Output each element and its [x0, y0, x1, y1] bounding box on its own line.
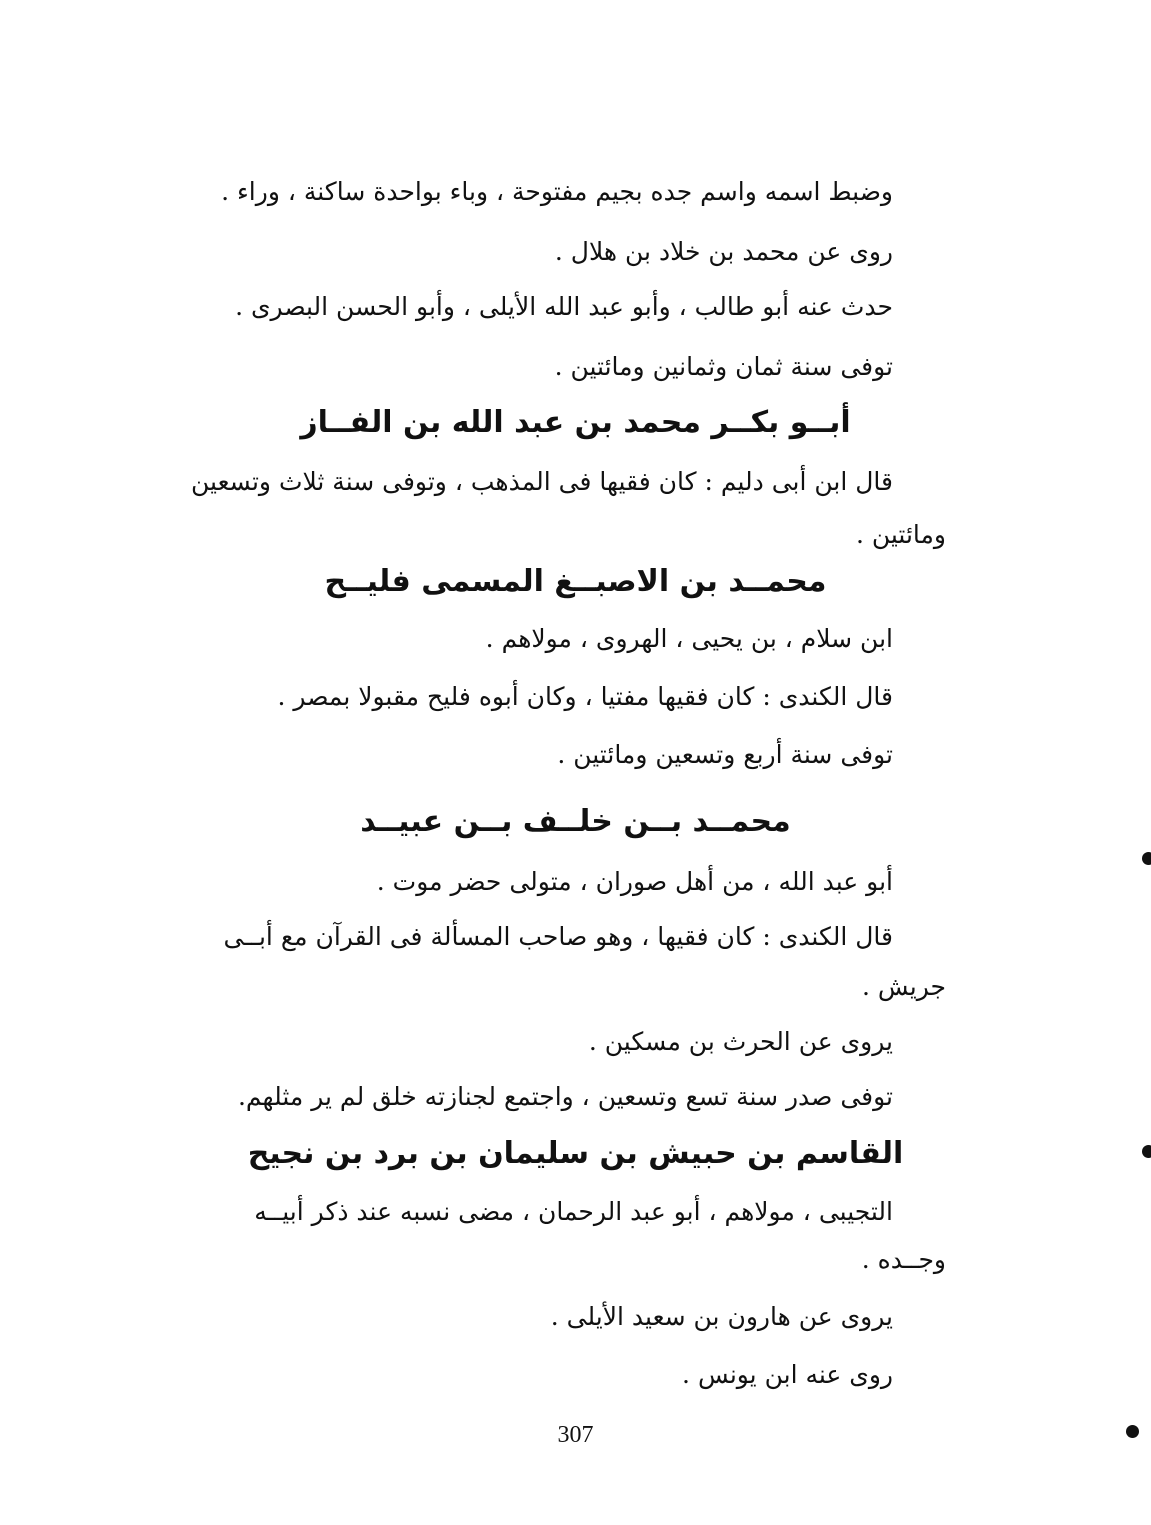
text-line: ابن سلام ، بن يحيى ، الهروى ، مولاهم .: [485, 624, 893, 653]
section-heading: محمــد بن الاصبــغ المسمى فليــح: [324, 564, 827, 599]
text-line: جريش .: [862, 972, 946, 1001]
text-line: توفى صدر سنة تسع وتسعين ، واجتمع لجنازته خلق لم ير مثلهم.: [237, 1082, 893, 1111]
section-heading: أبــو بكــر محمد بن عبد الله بن الفــاز: [300, 405, 851, 440]
section-heading: القاسم بن حبيش بن سليمان بن برد بن نجيح: [247, 1136, 904, 1171]
binder-hole-mark: [1126, 1425, 1139, 1438]
text-line: قال الكندى : كان فقيها ، وهو صاحب المسألة فى القرآن مع أبــى: [223, 922, 893, 951]
binder-hole-mark: [1142, 852, 1151, 865]
text-line: روى عن محمد بن خلاد بن هلال .: [554, 237, 893, 266]
text-line: التجيبى ، مولاهم ، أبو عبد الرحمان ، مضى نسبه عند ذكر أبيــه: [254, 1197, 893, 1226]
text-line: أبو عبد الله ، من أهل صوران ، متولى حضر موت .: [376, 867, 893, 896]
text-line: وضبط اسمه واسم جده بجيم مفتوحة ، وباء بواحدة ساكنة ، وراء .: [221, 177, 893, 206]
text-line: يروى عن هارون بن سعيد الأيلى .: [550, 1302, 893, 1331]
binder-hole-mark: [1142, 1145, 1151, 1158]
page-number: 307: [557, 1422, 594, 1448]
text-line: وجــده .: [861, 1245, 946, 1274]
text-line: حدث عنه أبو طالب ، وأبو عبد الله الأيلى ، وأبو الحسن البصرى .: [235, 292, 893, 321]
text-line: يروى عن الحرث بن مسكين .: [588, 1027, 893, 1056]
text-line: ومائتين .: [855, 520, 946, 549]
text-line: توفى سنة ثمان وثمانين ومائتين .: [554, 352, 893, 381]
text-line: روى عنه ابن يونس .: [682, 1360, 893, 1389]
text-line: قال ابن أبى دليم : كان فقيها فى المذهب ، وتوفى سنة ثلاث وتسعين: [191, 467, 893, 496]
text-line: قال الكندى : كان فقيها مفتيا ، وكان أبوه فليح مقبولا بمصر .: [277, 682, 893, 711]
section-heading: محمــد بــن خلــف بــن عبيــد: [360, 804, 791, 839]
text-line: توفى سنة أربع وتسعين ومائتين .: [557, 740, 893, 769]
